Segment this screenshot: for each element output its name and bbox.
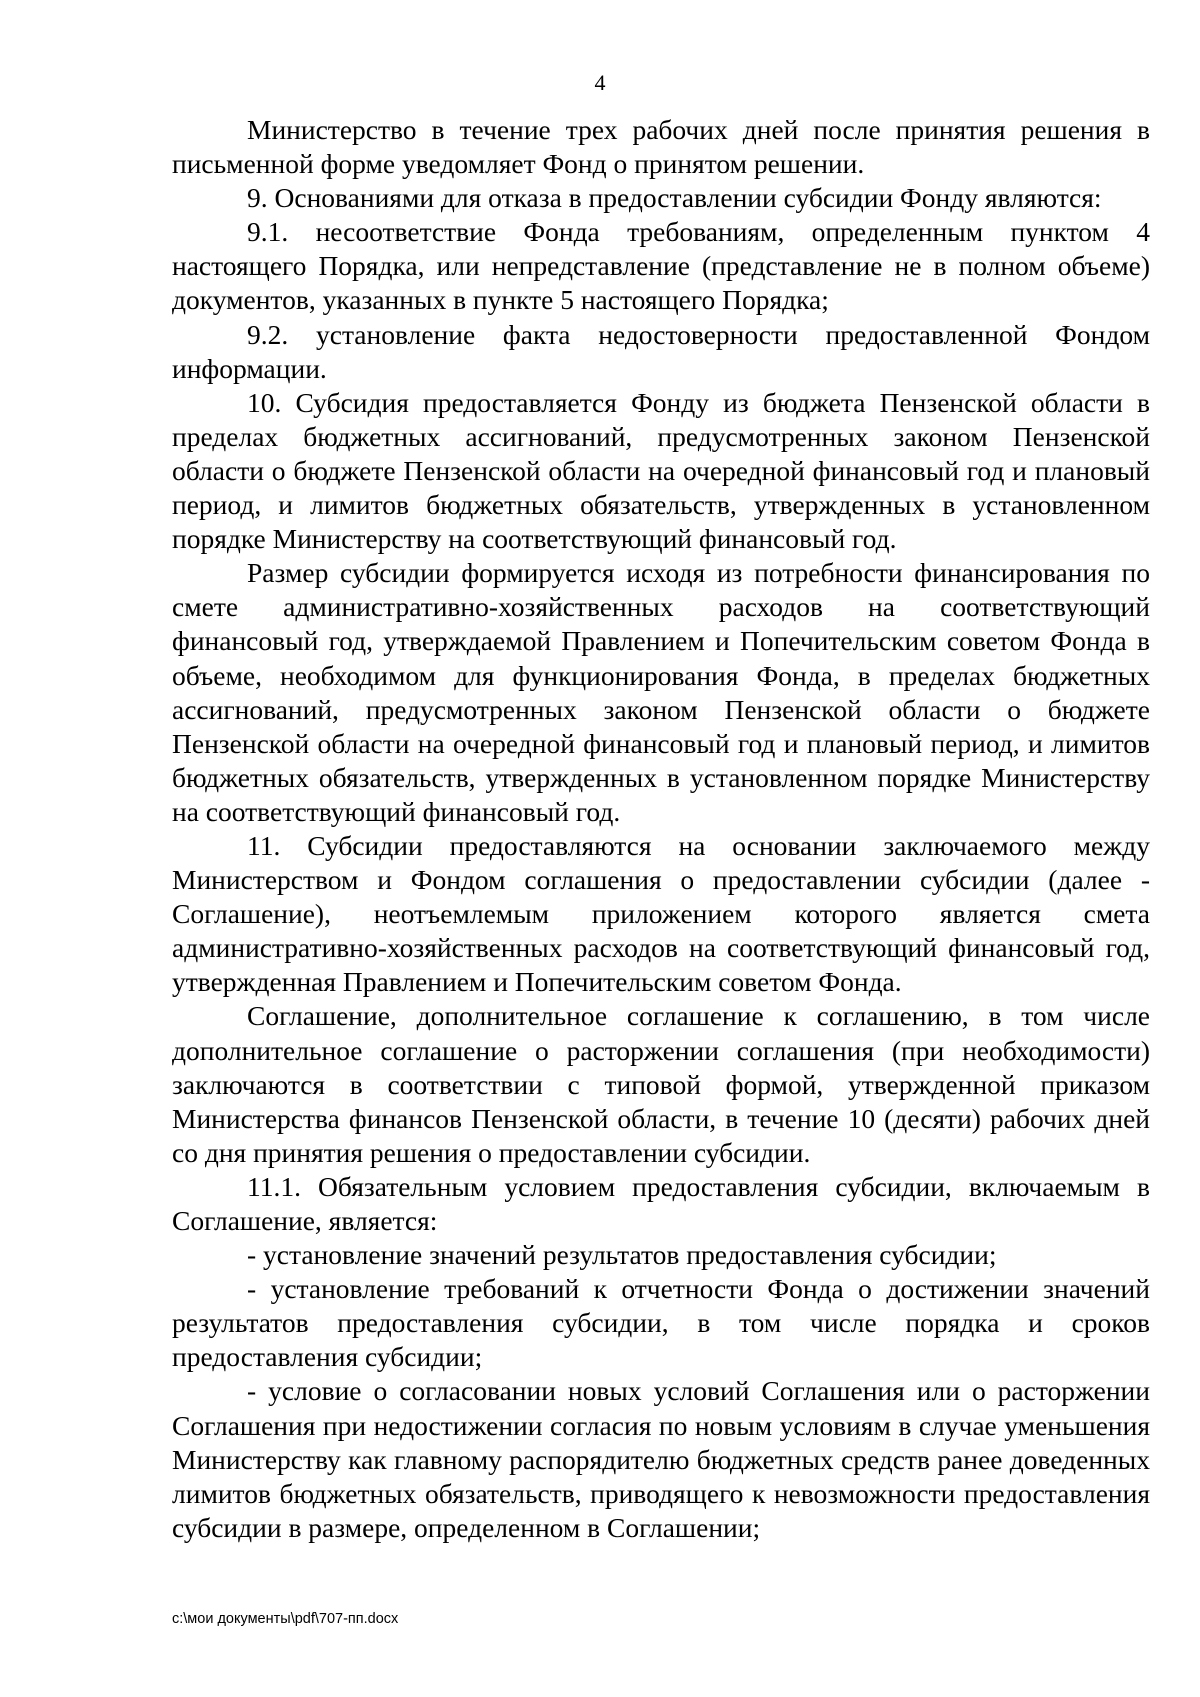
paragraph-9: 9. Основаниями для отказа в предоставлении субсидии Фонду являются: [247,182,1102,214]
list-item-new-conditions: - условие о согласовании новых условий Соглашения или о расторжении Соглашения при недостижении согласия по новым условиям в случае уменьшения Министерству как главному распорядителю бюджетных средств ранее доведенных лимитов бюджетных обязательств, приводящего к невозможности предоставления субсидии в размере, определенном в Соглашении; [172,1375,1150,1543]
list-item-reporting-requirements: - установление требований к отчетности Фонда о достижении значений результатов предоставления субсидии, в том числе порядка и сроков предоставления субсидии; [172,1273,1150,1373]
paragraph-11-1: 11.1. Обязательным условием предоставления субсидии, включаемым в Соглашение, является: [172,1170,1150,1236]
paragraph-agreement: Соглашение, дополнительное соглашение к соглашению, в том числе дополнительное соглашение о расторжении соглашения (при необходимости) заключаются в соответствии с типовой формой, утвержденной приказом Министерства финансов Пензенской области, в течение 10 (десяти) рабочих дней со дня принятия решения о предоставлении субсидии. [172,1000,1150,1168]
list-item-results-values: - установление значений результатов предоставления субсидии; [247,1239,997,1271]
paragraph-11: 11. Субсидии предоставляются на основании заключаемого между Министерством и Фондом соглашения о предоставлении субсидии (далее - Соглашение), неотъемлемым приложением которого является смета административно-хозяйственных расходов на соответствующий финансовый год, утвержденная Правлением и Попечительским советом Фонда. [172,829,1150,998]
paragraph-subsidy-size: Размер субсидии формируется исходя из потребности финансирования по смете административно-хозяйственных расходов на соответствующий финансовый год, утверждаемой Правлением и Попечительским советом Фонда в объеме, необходимом для функционирования Фонда, в пределах бюджетных ассигнований, предусмотренных законом Пензенской области о бюджете Пензенской области на очередной финансовый год и плановый период, и лимитов бюджетных обязательств, утвержденных в установленном порядке Министерству на соответствующий финансовый год. [172,557,1150,827]
document-body [172,113,1150,1545]
paragraph-9-1: 9.1. несоответствие Фонда требованиям, определенным пунктом 4 настоящего Порядка, или непредставление (представление не в полном объеме) документов, указанных в пункте 5 настоящего Порядка; [172,216,1150,316]
footer-file-path: c:\мои документы\pdf\707-пп.docx [172,1611,399,1627]
paragraph-ministry-notice: Министерство в течение трех рабочих дней после принятия решения в письменной форме уведомляет Фонд о принятом решении. [172,114,1150,180]
page-number: 4 [594,70,606,95]
paragraph-10: 10. Субсидия предоставляется Фонду из бюджета Пензенской области в пределах бюджетных ассигнований, предусмотренных законом Пензенской области о бюджете Пензенской области на очередной финансовый год и плановый период, и лимитов бюджетных обязательств, утвержденных в установленном порядке Министерству на соответствующий финансовый год. [172,386,1150,555]
paragraph-9-2: 9.2. установление факта недостоверности предоставленной Фондом информации. [172,318,1150,384]
